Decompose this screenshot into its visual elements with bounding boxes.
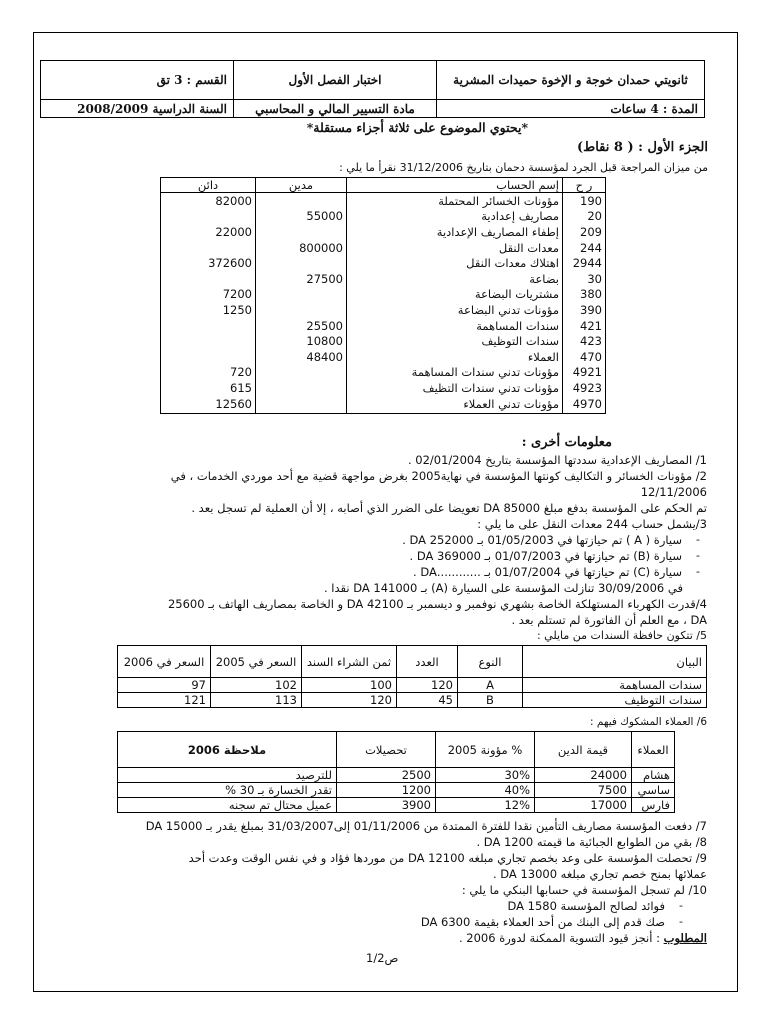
balance-row [161, 255, 606, 271]
cl-h-provision: % مؤونة 2005 [436, 732, 535, 768]
duration-label: المدة : 4 ساعات [437, 100, 705, 118]
balance-cell-name: مؤونات تدني البضاعة [347, 302, 563, 318]
client-cell: للترصيد [118, 768, 337, 783]
cl-h-note: ملاحظة 2006 [118, 732, 337, 768]
info-3-bullet-a: - [696, 533, 700, 546]
col-debit: مدين [256, 178, 347, 193]
cl-h-collections: تحصيلات [337, 732, 436, 768]
securities-cell: B [458, 693, 523, 708]
header-table [40, 60, 705, 118]
trial-balance-table [160, 177, 606, 414]
info-3-bullet-b: - [696, 549, 700, 562]
balance-row [161, 209, 606, 225]
client-cell: ساسي [632, 783, 675, 798]
client-cell: 1200 [337, 783, 436, 798]
balance-cell-credit [161, 333, 256, 349]
balance-cell-name: العملاء [347, 349, 563, 365]
balance-cell-debit: 800000 [256, 240, 347, 256]
client-cell: 2500 [337, 768, 436, 783]
balance-cell-code: 190 [563, 193, 606, 209]
year-label: السنة الدراسية 2008/2009 [41, 100, 234, 118]
info-10b: صك قدم إلى البنك من أحد العملاء بقيمة DA 6300 [420, 915, 665, 929]
sec-h-statement: البيان [523, 646, 707, 678]
balance-cell-debit [256, 380, 347, 396]
client-cell: 30% [436, 768, 535, 783]
info-3: 3/يشمل حساب 244 معدات النقل على ما يلي : [477, 517, 707, 531]
securities-cell: 121 [118, 693, 211, 708]
sec-h-count: العدد [397, 646, 458, 678]
balance-cell-code: 380 [563, 287, 606, 303]
securities-table [117, 645, 707, 708]
required-text: : أنجز قيود التسوية الممكنة لدورة 2006 . [458, 931, 660, 945]
balance-row [161, 224, 606, 240]
balance-cell-credit: 720 [161, 365, 256, 381]
section-label: القسم : 3 تق [41, 61, 234, 100]
required-line [459, 931, 707, 945]
page-number: ص1/2 [366, 951, 399, 965]
securities-cell: 113 [211, 693, 302, 708]
balance-cell-credit: 1250 [161, 302, 256, 318]
securities-cell: A [458, 678, 523, 693]
balance-cell-debit: 48400 [256, 349, 347, 365]
client-cell: 40% [436, 783, 535, 798]
balance-cell-code: 4970 [563, 396, 606, 414]
balance-cell-name: مؤونات تدني سندات التظيف [347, 380, 563, 396]
balance-cell-credit [161, 318, 256, 334]
balance-cell-credit: 615 [161, 380, 256, 396]
clients-header [118, 732, 675, 768]
part1-intro: من ميزان المراجعة قبل الجرد لمؤسسة دحمان بتاريخ 31/12/2006 نقرأ ما يلي : [339, 161, 708, 174]
client-cell: 12% [436, 798, 535, 813]
balance-cell-code: 423 [563, 333, 606, 349]
info-4b: DA ، مع العلم أن الفاتورة لم تستلم بعد . [511, 613, 707, 627]
exam-title: اختبار الفصل الأول [234, 61, 437, 100]
info-3-bullet-c: - [696, 565, 700, 578]
balance-cell-name: اهتلاك معدات النقل [347, 255, 563, 271]
balance-cell-name: مؤونات تدني سندات المساهمة [347, 365, 563, 381]
balance-cell-credit: 372600 [161, 255, 256, 271]
trial-balance-header [161, 178, 606, 193]
client-cell: 3900 [337, 798, 436, 813]
balance-cell-code: 4921 [563, 365, 606, 381]
info-10-bullet-b: - [679, 915, 683, 928]
doubtful-clients-table [117, 731, 675, 813]
cl-h-debt: قيمة الدين [535, 732, 632, 768]
balance-cell-name: بضاعة [347, 271, 563, 287]
required-label: المطلوب [663, 931, 707, 945]
clients-body [118, 768, 675, 813]
balance-cell-debit [256, 224, 347, 240]
client-cell: تقدر الخسارة بـ 30 % [118, 783, 337, 798]
balance-cell-debit [256, 365, 347, 381]
info-2c: تم الحكم على المؤسسة بدفع مبلغ DA 85000 تعويضا على الضرر الذي أصابه ، إلا أن العملية لم تسجل بعد . [191, 501, 707, 515]
info-3c: سيارة (C) تم حيازتها في 01/07/2004 بـ ............DA . [413, 565, 682, 579]
balance-cell-name: مؤونات الخسائر المحتملة [347, 193, 563, 209]
balance-cell-name: سندات التوظيف [347, 333, 563, 349]
client-row [118, 768, 675, 783]
client-cell: عميل محتال تم سجنه [118, 798, 337, 813]
securities-body [118, 678, 707, 708]
securities-cell: سندات التوظيف [523, 693, 707, 708]
balance-cell-credit: 82000 [161, 193, 256, 209]
client-cell: فارس [632, 798, 675, 813]
balance-cell-code: 209 [563, 224, 606, 240]
client-cell: هشام [632, 768, 675, 783]
info-10a: فوائد لصالح المؤسسة DA 1580 [507, 899, 665, 913]
balance-cell-debit [256, 396, 347, 414]
balance-cell-debit: 27500 [256, 271, 347, 287]
balance-cell-debit [256, 302, 347, 318]
info-8: 8/ بقي من الطوابع الجبائية ما قيمته DA 1200 . [476, 835, 707, 849]
balance-cell-name: مؤونات تدني العملاء [347, 396, 563, 414]
balance-cell-debit: 10800 [256, 333, 347, 349]
balance-cell-credit: 7200 [161, 287, 256, 303]
balance-cell-debit: 25500 [256, 318, 347, 334]
balance-cell-name: سندات المساهمة [347, 318, 563, 334]
balance-cell-debit [256, 255, 347, 271]
balance-cell-debit [256, 287, 347, 303]
balance-cell-code: 244 [563, 240, 606, 256]
balance-row [161, 271, 606, 287]
balance-cell-code: 30 [563, 271, 606, 287]
balance-cell-name: معدات النقل [347, 240, 563, 256]
securities-header [118, 646, 707, 678]
balance-row [161, 396, 606, 414]
independent-parts-note: *يحتوي الموضوع على ثلاثة أجزاء مستقلة* [306, 120, 528, 135]
securities-cell: 45 [397, 693, 458, 708]
balance-row [161, 193, 606, 209]
sec-h-type: النوع [458, 646, 523, 678]
subject-label: مادة التسيير المالي و المحاسبي [234, 100, 437, 118]
balance-cell-code: 20 [563, 209, 606, 225]
balance-cell-credit [161, 349, 256, 365]
securities-cell: 97 [118, 678, 211, 693]
client-row [118, 783, 675, 798]
info-4a: 4/قدرت الكهرباء المستهلكة الخاصة بشهري نوفمبر و ديسمبر بـ DA 42100 و الخاصة بمصاريف الهاتف بـ 25600 [167, 597, 707, 611]
balance-cell-credit: 22000 [161, 224, 256, 240]
balance-row [161, 333, 606, 349]
info-1: 1/ المصاريف الإعدادية سددتها المؤسسة بتاريخ 02/01/2004 . [407, 453, 707, 467]
info-10-bullet-a: - [679, 899, 683, 912]
balance-cell-code: 4923 [563, 380, 606, 396]
balance-cell-name: مصاريف إعدادية [347, 209, 563, 225]
balance-row [161, 287, 606, 303]
info-7: 7/ دفعت المؤسسة مصاريف التأمين نقدا للفترة الممتدة من 01/11/2006 إلى31/03/2007 بمبلغ يقدر بـ DA 15000 [145, 819, 707, 833]
balance-row [161, 318, 606, 334]
balance-cell-name: إطفاء المصاريف الإعدادية [347, 224, 563, 240]
balance-row [161, 302, 606, 318]
securities-cell: 120 [397, 678, 458, 693]
securities-cell: سندات المساهمة [523, 678, 707, 693]
sec-h-price2006: السعر في 2006 [118, 646, 211, 678]
info-6: 6/ العملاء المشكوك فيهم : [589, 716, 707, 728]
trial-balance-body [161, 193, 606, 414]
info-5: 5/ تتكون حافظة السندات من مايلي : [536, 629, 707, 642]
info-3d: في 30/09/2006 تنازلت المؤسسة على السيارة (A) بـ DA 141000 نقدا . [324, 581, 683, 595]
client-cell: 24000 [535, 768, 632, 783]
sec-h-price2005: السعر في 2005 [211, 646, 302, 678]
balance-cell-code: 2944 [563, 255, 606, 271]
other-info-title: معلومات أخرى : [521, 435, 612, 450]
sec-h-purchase: ثمن الشراء السند [302, 646, 397, 678]
balance-cell-code: 470 [563, 349, 606, 365]
balance-row [161, 240, 606, 256]
info-10: 10/ لم تسجل المؤسسة في حسابها البنكي ما يلي : [461, 883, 707, 897]
cl-h-client: العملاء [632, 732, 675, 768]
balance-row [161, 365, 606, 381]
client-cell: 7500 [535, 783, 632, 798]
col-credit: دائن [161, 178, 256, 193]
balance-cell-code: 421 [563, 318, 606, 334]
info-3a: سيارة ( A ) تم حيازتها في 01/05/2003 بـ DA 252000 . [402, 533, 682, 547]
securities-cell: 120 [302, 693, 397, 708]
balance-cell-credit [161, 240, 256, 256]
part1-title: الجزء الأول : ( 8 نقاط) [577, 140, 708, 155]
balance-cell-credit [161, 271, 256, 287]
balance-cell-debit [256, 193, 347, 209]
securities-row [118, 678, 707, 693]
school-name: ثانويتي حمدان خوجة و الإخوة حميدات المشرية [437, 61, 705, 100]
info-2a: 2/ مؤونات الخسائر و التكاليف كونتها المؤسسة في نهاية2005 بغرض مواجهة قضية مع أحد موردي الخدمات ، في [170, 469, 707, 483]
securities-row [118, 693, 707, 708]
col-account-code: ر ح [563, 178, 606, 193]
balance-cell-code: 390 [563, 302, 606, 318]
info-9b: عملائها بمنح خصم تجاري مبلغه DA 13000 . [492, 867, 707, 881]
balance-cell-name: مشتريات البضاعة [347, 287, 563, 303]
col-account-name: إسم الحساب [347, 178, 563, 193]
client-row [118, 798, 675, 813]
balance-cell-debit: 55000 [256, 209, 347, 225]
securities-cell: 100 [302, 678, 397, 693]
balance-row [161, 380, 606, 396]
securities-cell: 102 [211, 678, 302, 693]
balance-cell-credit: 12560 [161, 396, 256, 414]
client-cell: 17000 [535, 798, 632, 813]
info-9a: 9/ تحصلت المؤسسة على وعد بخصم تجاري مبلغه DA 12100 من موردها فؤاد و في نفس الوقت وعدت أحد [188, 851, 707, 865]
balance-row [161, 349, 606, 365]
balance-cell-credit [161, 209, 256, 225]
info-3b: سيارة (B) تم حيازتها في 01/07/2003 بـ DA 369000 . [409, 549, 682, 563]
info-2b: 12/11/2006 [640, 485, 707, 499]
